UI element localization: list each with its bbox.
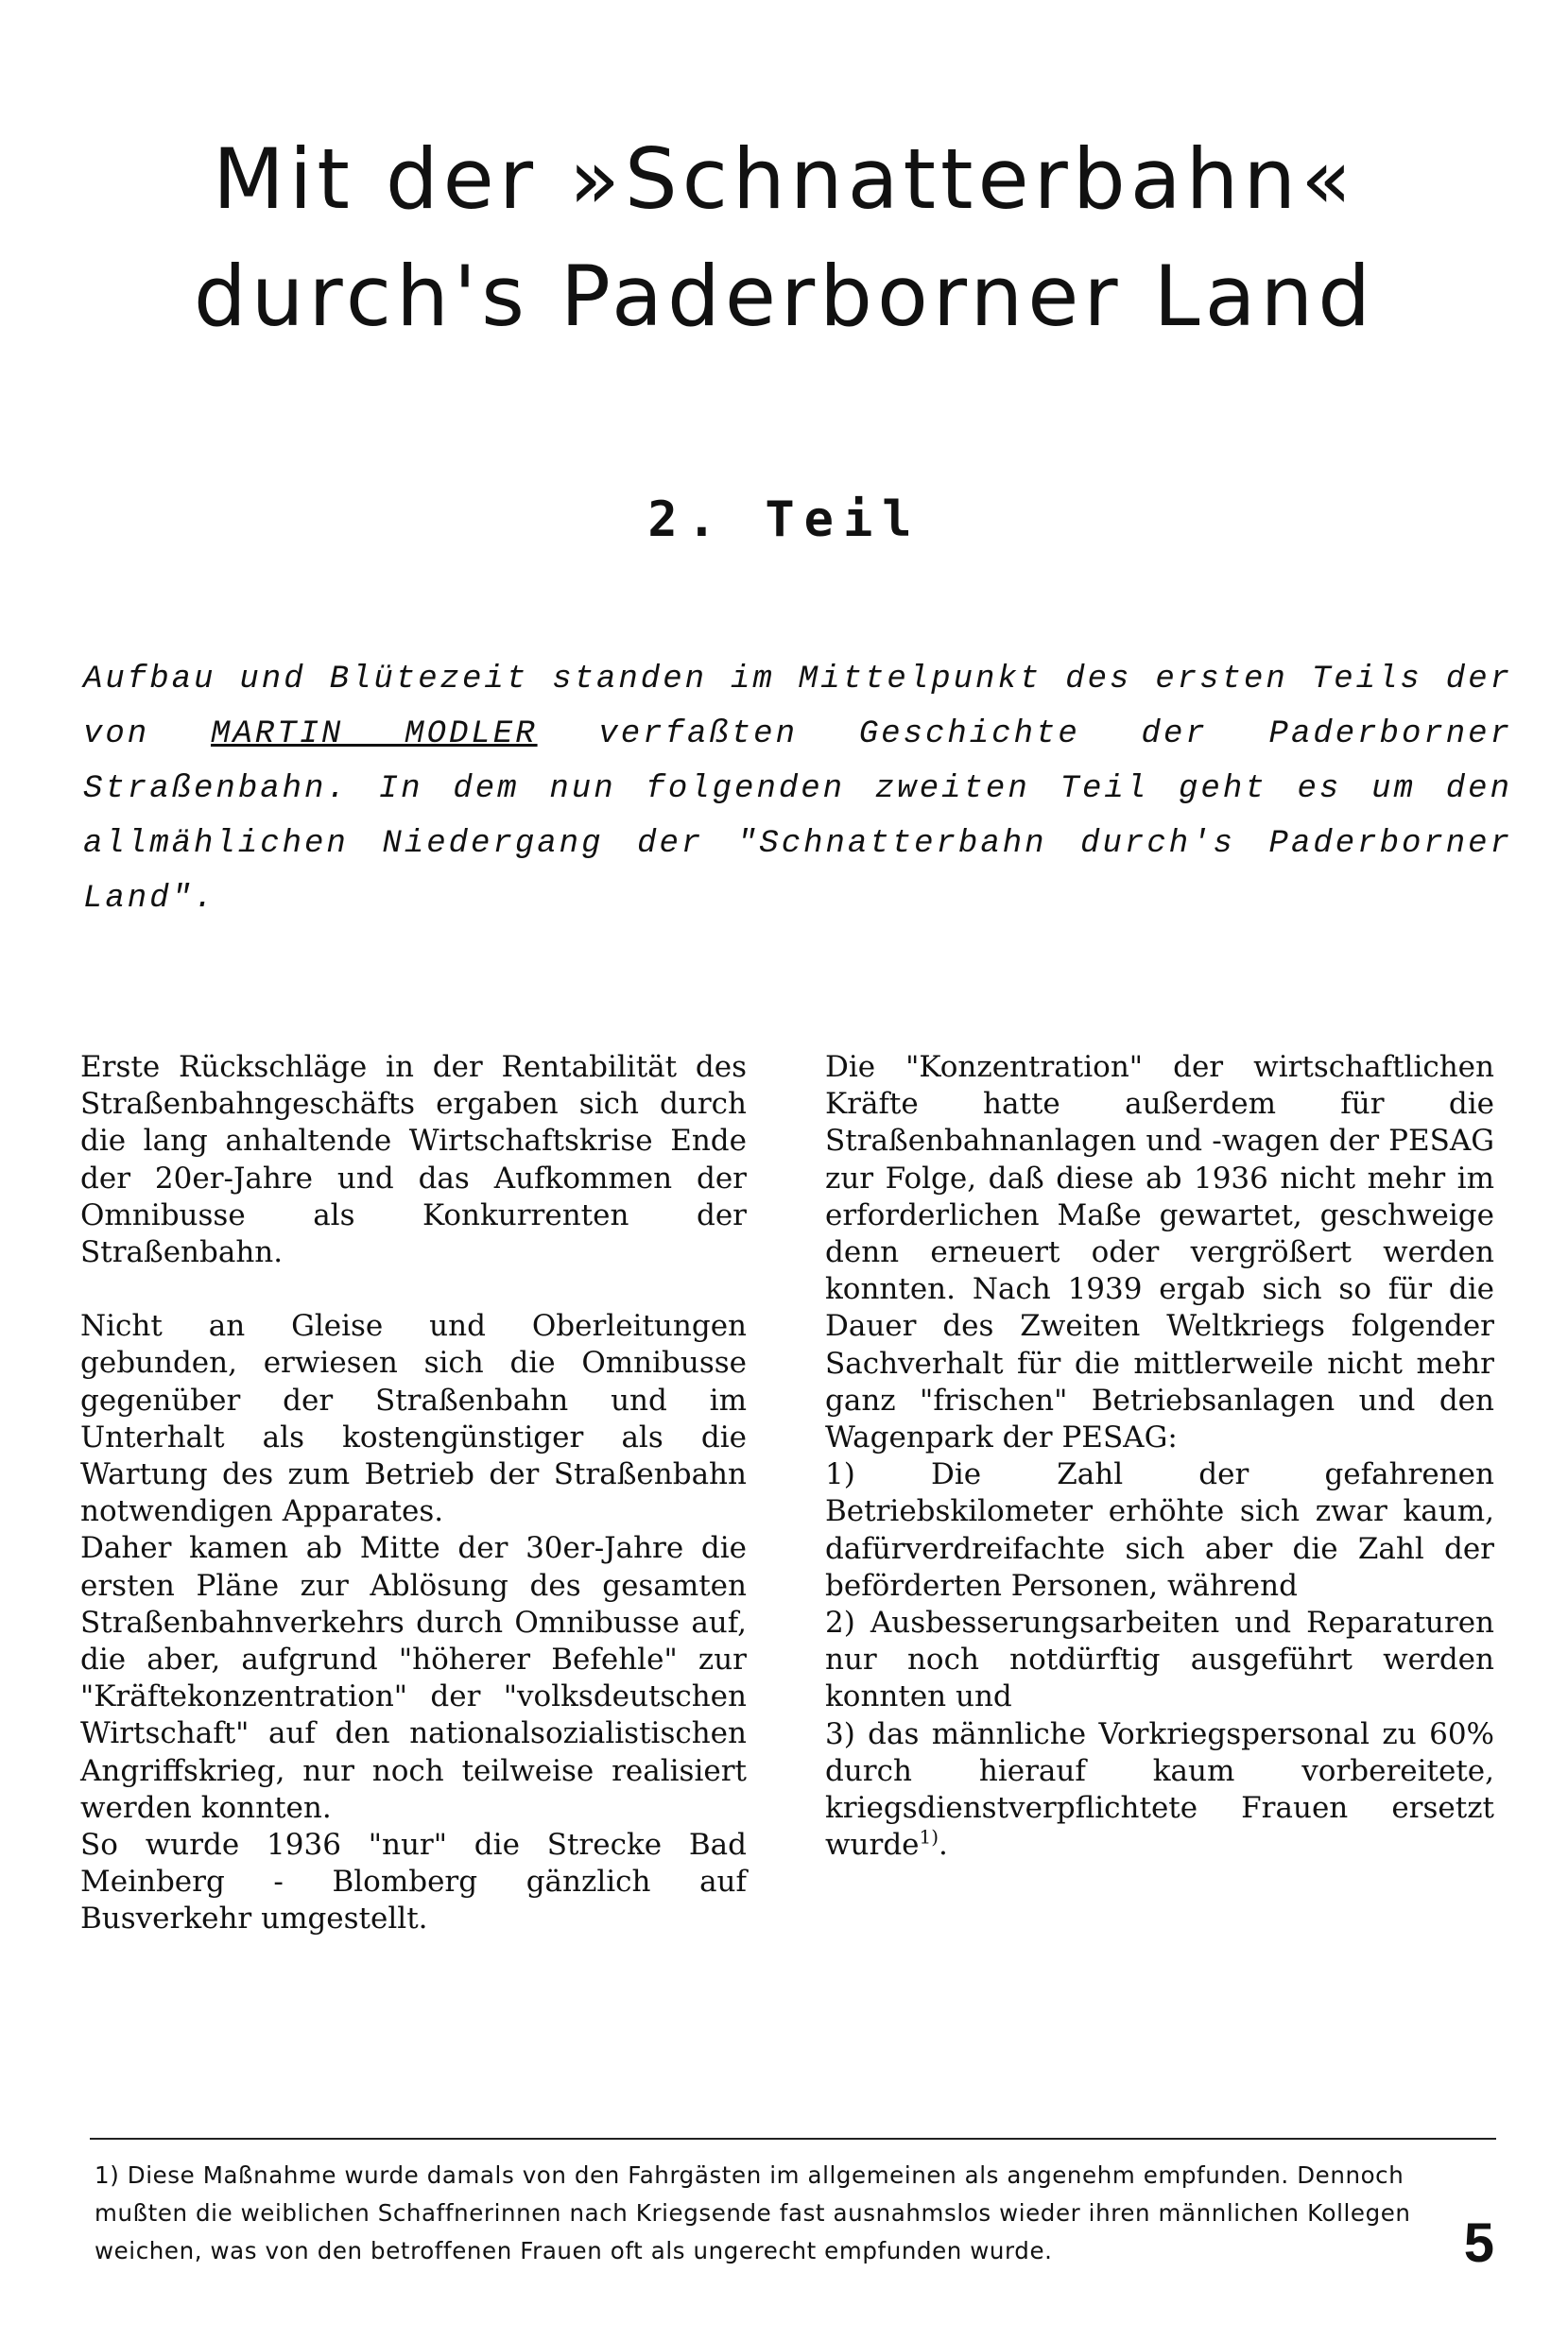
part-heading: 2. Teil bbox=[647, 491, 922, 548]
intro-text-end: verfaßten Geschichte der Paderborner Straßenbahn. In dem nun folgenden zweiten Teil geht es um den allmählichen Niedergang der "Schnatterbahn durch's Paderborner Land". bbox=[83, 716, 1512, 917]
right-column bbox=[825, 1049, 1494, 1864]
intro-paragraph bbox=[83, 652, 1512, 926]
list-item-3-text: 3) das männliche Vorkriegspersonal zu 60% durch hierauf kaum vorbereitete, kriegsdienstverpflichtete Frauen ersetzt wurde bbox=[825, 1716, 1494, 1863]
page-number: 5 bbox=[1463, 2212, 1494, 2274]
left-paragraph-3: Daher kamen ab Mitte der 30er-Jahre die ersten Pläne zur Ablösung des gesamten Straßenbahnverkehrs durch Omnibusse auf, die aber, aufgrund "höherer Befehle" zur "Kräftekonzentration" der "volksdeutschen Wirtschaft" auf den nationalsozialistischen Angriffskrieg, nur noch teilweise realisiert werden konnten. bbox=[80, 1531, 747, 1825]
left-column bbox=[80, 1049, 747, 1938]
list-item-3 bbox=[825, 1716, 1494, 1865]
title-line-1: Mit der »Schnatterbahn« bbox=[212, 130, 1357, 228]
right-paragraph-1: Die "Konzentration" der wirtschaftlichen Kräfte hatte außerdem für die Straßenbahnanlagen und -wagen der PESAG zur Folge, daß diese ab 1936 nicht mehr im erforderlichen Maße gewartet, geschweige denn erneuert oder vergrößert werden konnten. Nach 1939 ergab sich so für die Dauer des Zweiten Weltkriegs folgender Sachverhalt für die mittlerweile nicht mehr ganz "frischen" Betriebsanlagen und den Wagenpark der PESAG: bbox=[825, 1050, 1494, 1455]
list-item-2: 2) Ausbesserungsarbeiten und Reparaturen nur noch notdürftig ausgeführt werden konnten und bbox=[825, 1606, 1494, 1714]
left-paragraph-2: Nicht an Gleise und Oberleitungen gebunden, erwiesen sich die Omnibusse gegenüber der Straßenbahn und im Unterhalt als kostengünstiger als die Wartung des zum Betrieb der Straßenbahn notwendigen Apparates. bbox=[80, 1309, 747, 1529]
title-line-2: durch's Paderborner Land bbox=[193, 248, 1376, 345]
list-item-1: 1) Die Zahl der gefahrenen Betriebskilometer erhöhte sich zwar kaum, dafürverdreifachte sich aber die Zahl der beförderten Personen, während bbox=[825, 1457, 1494, 1603]
intro-text-start: Aufbau und Blütezeit standen im Mittelpunkt des ersten Teils der von bbox=[83, 662, 1512, 752]
footnote-divider bbox=[90, 2138, 1496, 2140]
author-name: MARTIN MODLER bbox=[210, 716, 538, 752]
left-paragraph-4: So wurde 1936 "nur" die Strecke Bad Meinberg - Blomberg gänzlich auf Busverkehr umgestellt. bbox=[80, 1828, 747, 1936]
left-paragraph-1: Erste Rückschläge in der Rentabilität des Straßenbahngeschäfts ergaben sich durch die lang anhaltende Wirtschaftskrise Ende der 20er-Jahre und das Aufkommen der Omnibusse als Konkurrenten der Straßenbahn. bbox=[80, 1050, 747, 1270]
footnote: 1) Diese Maßnahme wurde damals von den Fahrgästen im allgemeinen als angenehm empfunden. Dennoch mußten die weiblichen Schaffnerinnen nach Kriegsende fast ausnahmslos wieder ihren männlichen Kollegen weichen, was von den betroffenen Frauen oft als ungerecht empfunden wurde. bbox=[95, 2161, 1411, 2264]
footnote-reference: 1) bbox=[919, 1825, 939, 1849]
article-title bbox=[66, 121, 1503, 355]
list-item-3-end: . bbox=[939, 1828, 948, 1863]
